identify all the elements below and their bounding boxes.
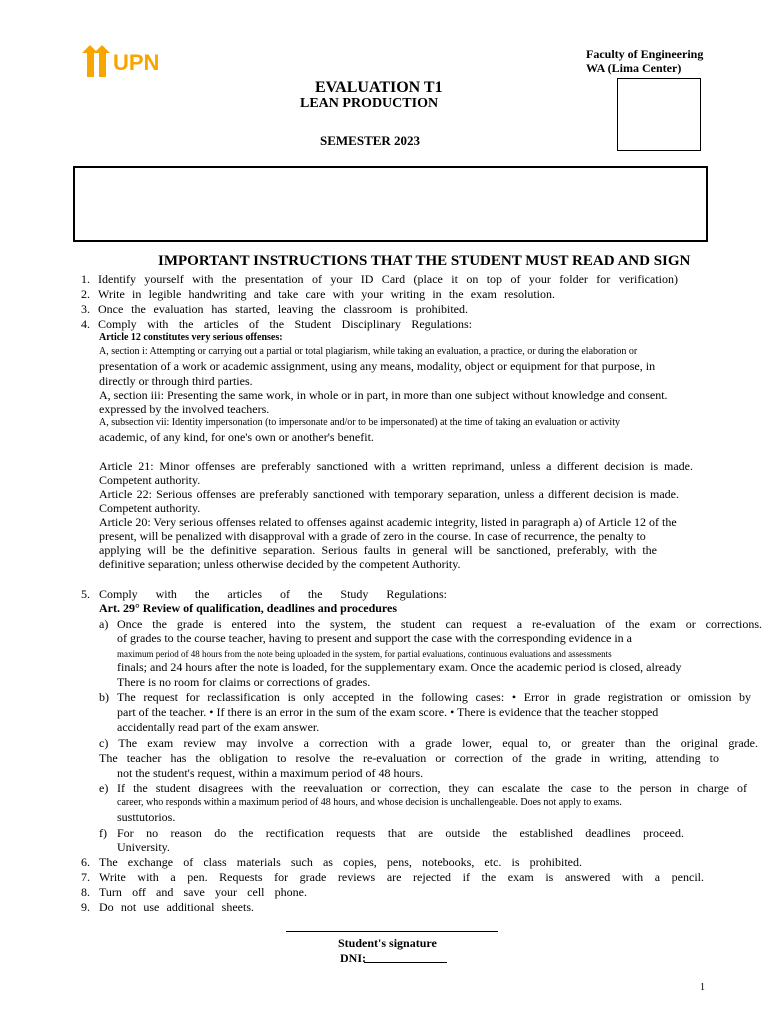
item-number: 1. xyxy=(81,272,90,286)
article-20-line: applying will be the definitive separation. Serious faults in general will be sanctioned, preferably, with the xyxy=(99,543,657,557)
instruction-7: Write with a pen. Requests for grade reviews are rejected if the exam is answered with a pencil. xyxy=(99,870,704,884)
instruction-2: Write in legible handwriting and take care with your writing in the exam resolution. xyxy=(98,287,555,301)
instruction-6: The exchange of class materials such as copies, pens, notebooks, etc. is prohibited. xyxy=(99,855,582,869)
article-12-title: Article 12 constitutes very serious offenses: xyxy=(99,332,283,343)
article-29-a-line: There is no room for claims or corrections of grades. xyxy=(117,675,371,689)
signature-line xyxy=(286,931,498,932)
item-number: 8. xyxy=(81,885,90,899)
article-29-c-line: The teacher has the obligation to resolve the re-evaluation or correction of the grade in writing, attending to xyxy=(99,751,719,765)
instruction-8: Turn off and save your cell phone. xyxy=(99,885,307,899)
sub-item-letter: f) xyxy=(99,826,107,840)
article-20-line: present, will be penalized with disapproval with a grade of zero in the course. In case of recurrence, the penalty to xyxy=(99,529,646,543)
article-29-a-line: finals; and 24 hours after the note is loaded, for the supplementary exam. Once the academic period is closed, already xyxy=(117,660,682,674)
item-number: 3. xyxy=(81,302,90,316)
photo-box xyxy=(617,78,701,151)
page-title: EVALUATION T1 xyxy=(315,79,443,96)
article-29-a-line: Once the grade is entered into the system, the student can request a re-evaluation of the exam or corrections. xyxy=(117,617,762,631)
article-29-a-line: maximum period of 48 hours from the note being uploaded in the system, for partial evaluations, continuous evaluations and assessments xyxy=(117,649,612,659)
faculty-name: Faculty of Engineering xyxy=(586,47,704,61)
article-12-line: A, subsection vii: Identity impersonation (to impersonate and/or to be impersonated) at the time of taking an evaluation or activity xyxy=(99,417,620,428)
article-20-line: Article 20: Very serious offenses related to offenses against academic integrity, listed in paragraph a) of Article 12 of the xyxy=(99,515,677,529)
article-21-line: Competent authority. xyxy=(99,473,201,487)
instruction-1: Identify yourself with the presentation of your ID Card (place it on top of your folder for verification) xyxy=(98,272,678,286)
article-29-f-line: For no reason do the rectification requests that are outside the established deadlines proceed. xyxy=(117,826,684,840)
article-29-b-line: accidentally read part of the exam answer. xyxy=(117,720,320,734)
faculty-block xyxy=(586,47,703,75)
campus-name: WA (Lima Center) xyxy=(586,61,682,75)
article-29-c-line: c) The exam review may involve a correction with a grade lower, equal to, or greater than the original grade. xyxy=(99,736,758,750)
article-20-line: definitive separation; unless otherwise decided by the competent Authority. xyxy=(99,557,461,571)
instruction-9: Do not use additional sheets. xyxy=(99,900,254,914)
article-29-f-line: University. xyxy=(117,840,170,854)
item-number: 4. xyxy=(81,317,90,331)
article-12-line: A, section i: Attempting or carrying out a partial or total plagiarism, while taking an evaluation, a practice, or during the elaboration or xyxy=(99,346,638,357)
article-22-line: Article 22: Serious offenses are preferably sanctioned with temporary separation, unless a different decision is made. xyxy=(99,487,679,501)
article-12-line: A, section iii: Presenting the same work, in whole or in part, in more than one subject without knowledge and consent. xyxy=(99,388,668,402)
item-number: 6. xyxy=(81,855,90,869)
sub-item-letter: b) xyxy=(99,690,109,704)
article-12-line: presentation of a work or academic assignment, using any means, modality, object or equipment for that purpose, in xyxy=(99,359,656,373)
instructions-heading: IMPORTANT INSTRUCTIONS THAT THE STUDENT MUST READ AND SIGN xyxy=(158,253,691,269)
page-number: 1 xyxy=(700,982,705,993)
article-29-e-line: susttutorios. xyxy=(117,810,176,824)
sub-item-letter: e) xyxy=(99,781,109,795)
article-12-line: directly or through third parties. xyxy=(99,374,253,388)
article-12-line: academic, of any kind, for one's own or another's benefit. xyxy=(99,430,374,444)
article-29-e-line: If the student disagrees with the reevaluation or correction, they can escalate the case to the person in charge of xyxy=(117,781,747,795)
dni-line xyxy=(364,962,447,963)
upn-logo xyxy=(80,44,160,78)
instruction-4: Comply with the articles of the Student Disciplinary Regulations: xyxy=(98,317,472,331)
item-number: 9. xyxy=(81,900,90,914)
article-29-b-line: part of the teacher. • If there is an error in the sum of the exam score. • There is evidence that the teacher stopped xyxy=(117,705,659,719)
course-name: LEAN PRODUCTION xyxy=(300,96,439,111)
article-29-a-line: of grades to the course teacher, having to present and support the case with the corresponding evidence in a xyxy=(117,631,633,645)
item-number: 7. xyxy=(81,870,90,884)
instruction-3: Once the evaluation has started, leaving the classroom is prohibited. xyxy=(98,302,468,316)
article-21-line: Article 21: Minor offenses are preferably sanctioned with a written reprimand, unless a different decision is made. xyxy=(99,459,693,473)
article-29-title: Art. 29° Review of qualification, deadlines and procedures xyxy=(99,601,398,615)
item-number: 2. xyxy=(81,287,90,301)
dni-label: DNI: xyxy=(340,951,366,965)
svg-text:UPN: UPN xyxy=(113,50,160,75)
article-29-e-line: career, who responds within a maximum period of 48 hours, and whose decision is unchallengeable. Does not apply to exams. xyxy=(117,797,622,808)
item-number: 5. xyxy=(81,587,90,601)
article-29-b-line: The request for reclassification is only accepted in the following cases: • Error in grade registration or omission by xyxy=(117,690,751,704)
semester: SEMESTER 2023 xyxy=(320,133,421,148)
sub-item-letter: a) xyxy=(99,617,109,631)
signature-label: Student's signature xyxy=(338,936,437,950)
student-info-box xyxy=(73,166,708,242)
article-12-line: expressed by the involved teachers. xyxy=(99,402,270,416)
article-22-line: Competent authority. xyxy=(99,501,201,515)
article-29-c-line: not the student's request, within a maximum period of 48 hours. xyxy=(117,766,424,780)
instruction-5: Comply with the articles of the Study Regulations: xyxy=(99,587,447,601)
